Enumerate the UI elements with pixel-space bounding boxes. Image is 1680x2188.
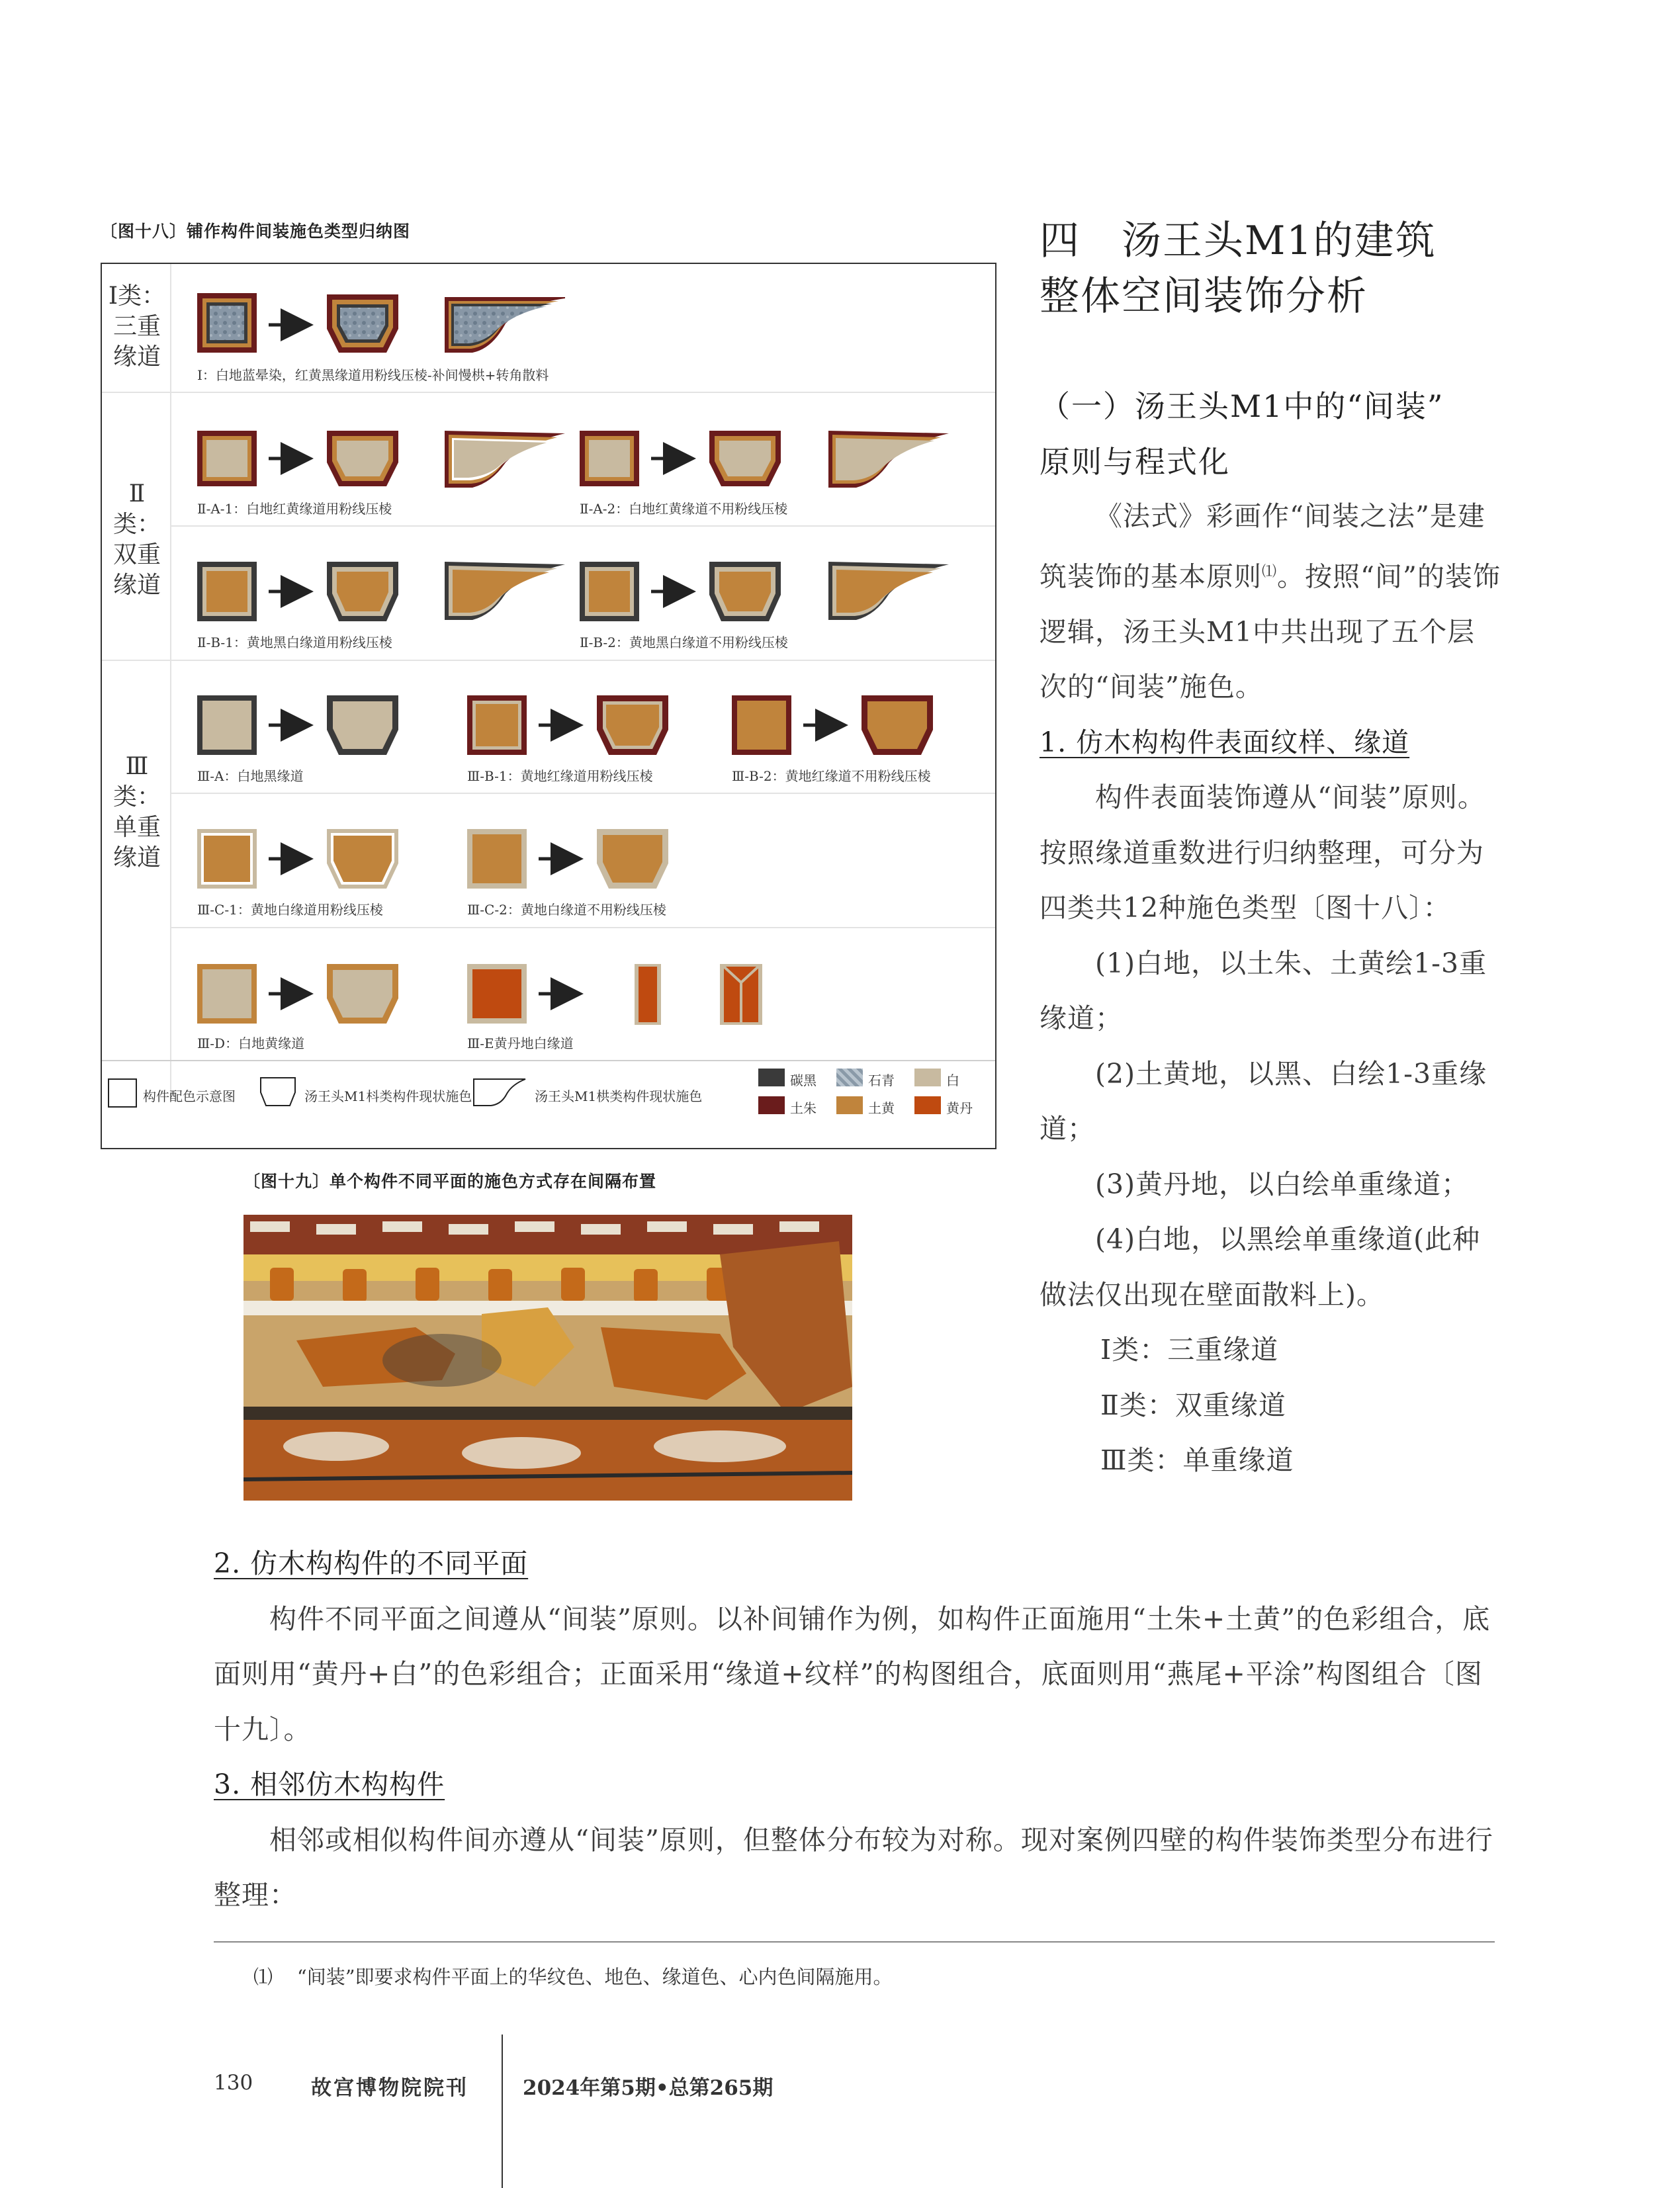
footnote-text: “间装”即要求构件平面上的华纹色、地色、缘道色、心内色间隔施用。: [296, 1966, 893, 1988]
category-label-iii: Ⅲ类：单重缘道: [112, 753, 161, 871]
category-label-i: Ⅰ类：三重缘道: [108, 283, 166, 371]
heading-surface-patterns: 1. 仿木构构件表面纹样、缘道: [1039, 726, 1410, 758]
fig19-caption: 〔图十九〕单个构件不同平面的施色方式存在间隔布置: [243, 1172, 657, 1191]
paragraph-planes: 构件不同平面之间遵从“间装”原则。以补间铺作为例，如构件正面施用“土朱+土黄”的色彩组合，底面则用“黄丹+白”的色彩组合；正面采用“缘道+纹样”的构图组合，底面则用“燕尾+平涂”构图组合〔图十九〕。: [214, 1602, 1491, 1745]
fig18-caption: 〔图十八〕铺作构件间装施色类型归纳图: [101, 222, 411, 241]
legend-swatch-carbon-black: [758, 1069, 785, 1086]
fig19-photo: [243, 1215, 852, 1501]
legend-swatch-minium: [914, 1096, 941, 1114]
footnote: [253, 1962, 893, 1990]
journal-name: 故宫博物院院刊: [311, 2076, 468, 2100]
legend-color-label: 碳黑: [790, 1072, 817, 1088]
paragraph-intro: [1039, 489, 1503, 715]
legend-color-label: 土黄: [868, 1100, 895, 1116]
heading-different-planes: 2. 仿木构构件的不同平面: [214, 1548, 529, 1579]
section-title-line1: 四 汤王头M1的建筑: [1039, 218, 1437, 264]
paragraph-text: 。按照“间”的装饰逻辑，汤王头M1中共出现了五个层次的“间装”施色。: [1039, 560, 1501, 703]
page-number: 130: [214, 2071, 253, 2095]
legend-swatch-white: [914, 1069, 941, 1086]
type-iiiab-shapes: [197, 695, 933, 755]
list-item: (1)白地，以土朱、土黄绘1-3重缘道；: [1039, 947, 1487, 1035]
fig18-diagram: [101, 263, 996, 1149]
right-column-body: [1039, 489, 1503, 1489]
type-iib-shapes: [197, 562, 949, 621]
section-title-line2: 整体空间装饰分析: [1039, 273, 1368, 320]
class-item: Ⅱ类：双重缘道: [1100, 1389, 1286, 1421]
section-subtitle: [1039, 378, 1503, 490]
section-subtitle-line1: （一）汤王头M1中的“间装”: [1039, 388, 1444, 424]
list-item: (4)白地，以黑绘单重缘道(此种做法仅出现在壁面散料上)。: [1039, 1223, 1481, 1311]
type-i-label: Ⅰ：白地蓝晕染，红黄黑缘道用粉线压棱-补间慢栱+转角散料: [197, 367, 549, 383]
paragraph-text: 《法式》彩画作“间装之法”是建筑装饰的基本原则: [1039, 500, 1485, 593]
type-iiic2-label: Ⅲ-C-2：黄地白缘道不用粉线压棱: [467, 902, 666, 918]
type-iiic1-label: Ⅲ-C-1：黄地白缘道用粉线压棱: [197, 902, 383, 918]
legend-shape-gong: 汤王头M1栱类构件现状施色: [535, 1088, 703, 1104]
category-label-ii: Ⅱ类：双重缘道: [112, 480, 161, 599]
issue-info: 2024年第5期•总第265期: [523, 2076, 774, 2100]
legend-swatch-azurite: [836, 1069, 863, 1086]
footnote-mark: ⑴: [253, 1966, 273, 1988]
legend-shape-scheme: 构件配色示意图: [143, 1088, 236, 1104]
type-iia-shapes: [197, 431, 949, 488]
type-iiib1-label: Ⅲ-B-1：黄地红缘道用粉线压棱: [467, 768, 653, 784]
section-subtitle-line2: 原则与程式化: [1039, 444, 1230, 480]
class-item: Ⅰ类：三重缘道: [1100, 1334, 1279, 1366]
bottom-body: [214, 1536, 1495, 1923]
paragraph-types: 构件表面装饰遵从“间装”原则。按照缘道重数进行归纳整理，可分为四类共12种施色类型〔图十八〕：: [1039, 781, 1485, 924]
heading-adjacent-members: 3. 相邻仿木构构件: [214, 1769, 445, 1800]
type-iia1-label: Ⅱ-A-1：白地红黄缘道用粉线压棱: [197, 501, 392, 517]
legend-swatch-yellow-ochre: [836, 1096, 863, 1114]
type-iiid-label: Ⅲ-D：白地黄缘道: [197, 1035, 305, 1051]
footnote-ref[interactable]: ⑴: [1262, 563, 1278, 580]
type-iib2-label: Ⅱ-B-2：黄地黑白缘道不用粉线压棱: [580, 635, 788, 650]
legend-shape-dou: 汤王头M1枓类构件现状施色: [304, 1088, 472, 1104]
fig18-shapes: [102, 264, 998, 1151]
list-item: (2)土黄地，以黑、白绘1-3重缘道；: [1039, 1057, 1487, 1145]
legend-color-label: 白: [946, 1072, 959, 1088]
type-iiib2-label: Ⅲ-B-2：黄地红缘道不用粉线压棱: [732, 768, 931, 784]
legend-color-label: 土朱: [790, 1100, 817, 1116]
section-title: [1039, 213, 1503, 324]
legend-color-label: 黄丹: [946, 1100, 973, 1116]
type-iiic-shapes: [197, 829, 668, 889]
footnote-divider: [214, 1941, 1495, 1943]
paragraph-adjacent: 相邻或相似构件间亦遵从“间装”原则，但整体分布较为对称。现对案例四壁的构件装饰类型分布进行整理：: [214, 1823, 1493, 1911]
class-item: Ⅲ类：单重缘道: [1100, 1444, 1294, 1477]
type-i-shapes: [197, 293, 565, 353]
type-iiie-label: Ⅲ-E黄丹地白缘道: [467, 1035, 574, 1051]
list-item: (3)黄丹地，以白绘单重缘道；: [1095, 1168, 1470, 1200]
type-iiia-label: Ⅲ-A：白地黑缘道: [197, 768, 304, 784]
type-iiide-shapes: [197, 964, 762, 1025]
footer-divider: [502, 2035, 503, 2188]
type-iia2-label: Ⅱ-A-2：白地红黄缘道不用粉线压棱: [580, 501, 788, 517]
type-iib1-label: Ⅱ-B-1：黄地黑白缘道用粉线压棱: [197, 635, 392, 650]
legend-swatch-red-ochre: [758, 1096, 785, 1114]
legend-color-label: 石青: [868, 1072, 895, 1088]
